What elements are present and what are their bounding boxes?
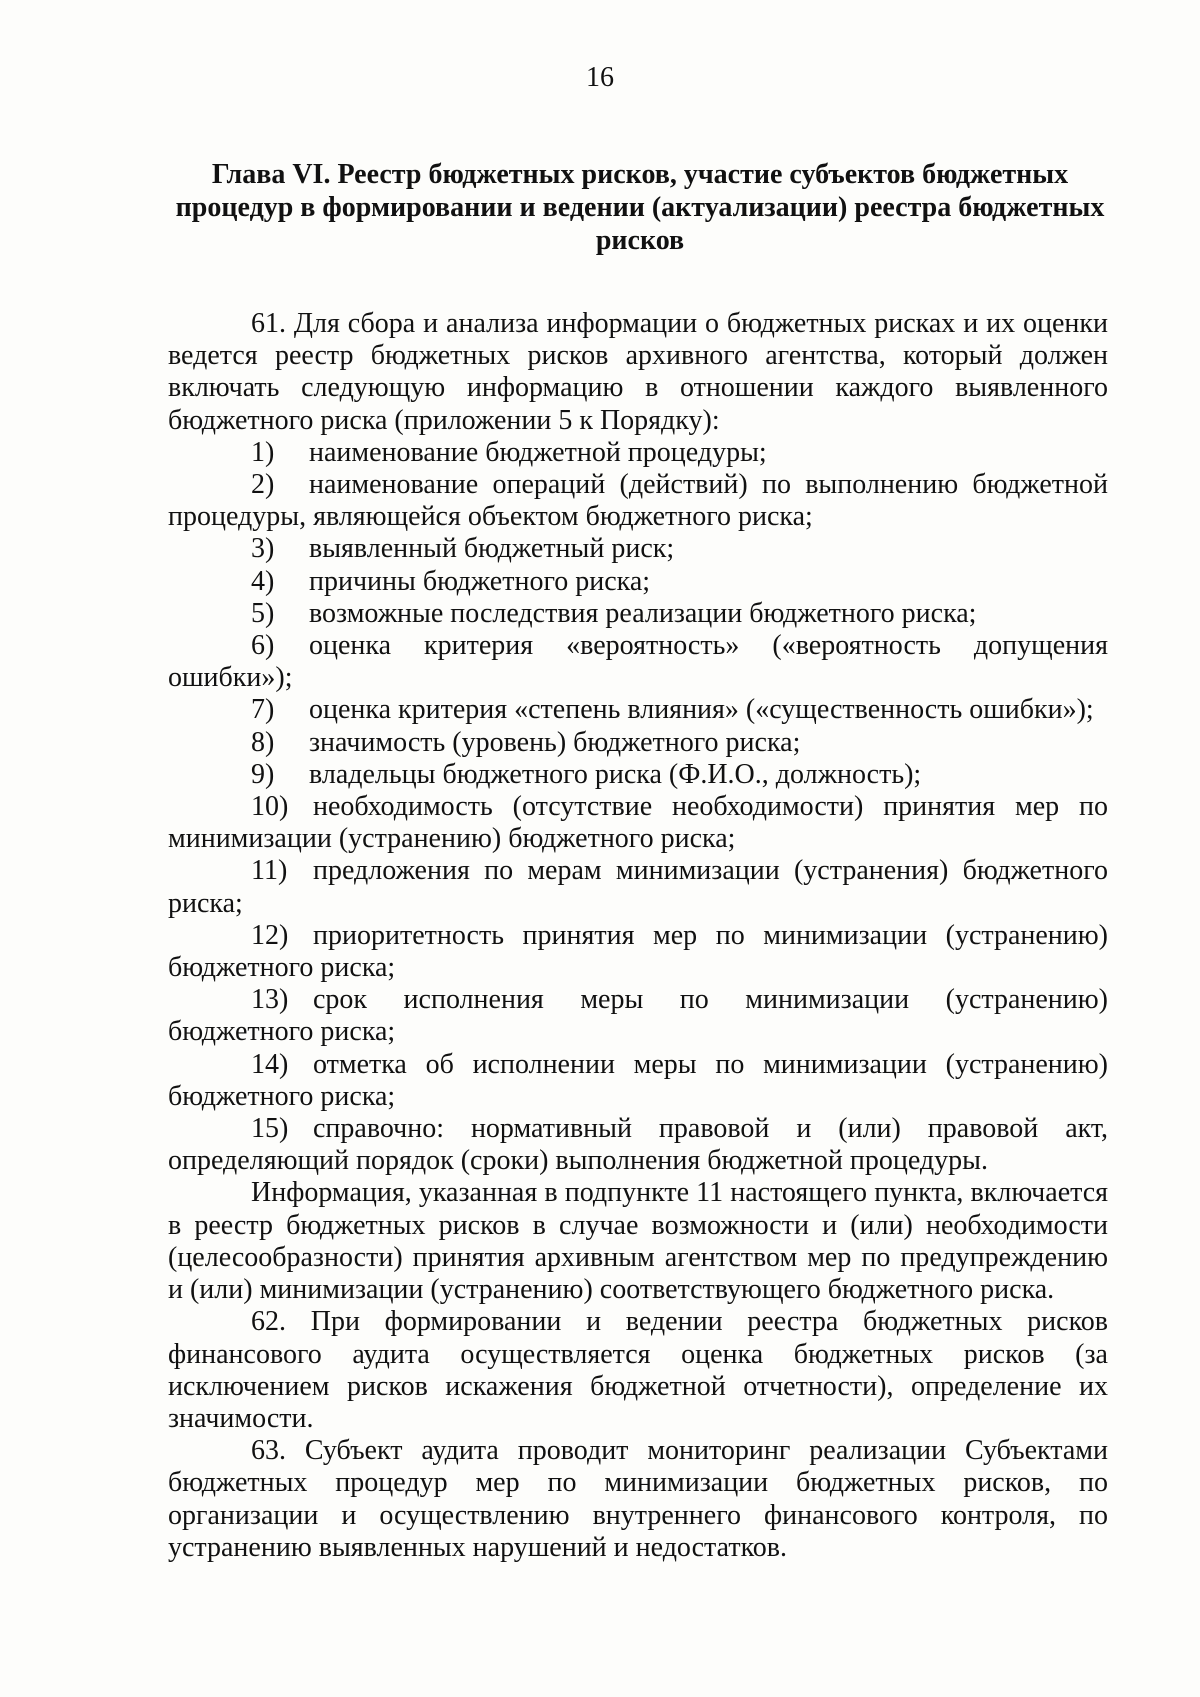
list-item-text: возможные последствия реализации бюджетного риска; [309,597,977,629]
list-item-text: необходимость (отсутствие необходимости) принятия мер по минимизации (устранению) бюджетного риска; [168,791,1108,855]
list-item [168,469,1108,533]
list-item-number: 6) [251,630,275,662]
paragraph-61-intro: 61. Для сбора и анализа информации о бюджетных рисках и их оценки ведется реестр бюджетных рисков архивного агентства, который должен включать следующую информацию в отношении каждого выявленного бюджетного риска (приложении 5 к Порядку): [168,308,1108,436]
list-item-text: причины бюджетного риска; [309,565,651,597]
list-item-text: срок исполнения меры по минимизации (устранению) бюджетного риска; [168,984,1108,1048]
list-item-text: отметка об исполнении меры по минимизации (устранению) бюджетного риска; [168,1048,1108,1112]
list-item-text: предложения по мерам минимизации (устранения) бюджетного риска; [168,855,1108,919]
list-item-number: 14) [251,1048,289,1080]
list-item [168,1049,1108,1113]
list-item-text: приоритетность принятия мер по минимизации (устранению) бюджетного риска; [168,919,1108,984]
list-item [168,533,1108,565]
list-item-number: 12) [251,919,289,951]
list-item [168,598,1108,630]
list-item-number: 15) [251,1113,289,1145]
chapter-title: Глава VI. Реестр бюджетных рисков, участие субъектов бюджетных процедур в формировании и ведении (актуализации) реестра бюджетных рисков [175,159,1105,256]
list-item-number: 4) [251,565,275,597]
document-body [168,308,1108,1564]
list-item-number: 1) [251,436,275,468]
list-item-number: 2) [251,469,275,501]
list-item-text: значимость (уровень) бюджетного риска; [309,726,801,758]
list-item-text: наименование операций (действий) по выполнению бюджетной процедуры, являющейся объектом бюджетного риска; [168,469,1108,533]
list-item-text: выявленный бюджетный риск; [309,533,675,565]
page-number: 16 [586,62,614,93]
list-item [168,566,1108,598]
paragraph-63: 63. Субъект аудита проводит мониторинг реализации Субъектами бюджетных процедур мер по минимизации бюджетных рисков, по организации и осуществлению внутреннего финансового контроля, по устранению выявленных нарушений и недостатков. [168,1435,1108,1563]
list-item-number: 5) [251,597,275,629]
list-item-number: 9) [251,758,275,790]
list-item [168,920,1108,984]
list-item-text: оценка критерия «вероятность» («вероятность допущения ошибки»); [168,630,1108,694]
list-item-number: 11) [251,855,288,887]
list-item-number: 13) [251,984,289,1016]
list-item [168,630,1108,694]
paragraph-61-note: Информация, указанная в подпункте 11 настоящего пункта, включается в реестр бюджетных рисков в случае возможности и (или) необходимости (целесообразности) принятия архивным агентством мер по предупреждению и (или) минимизации (устранению) соответствующего бюджетного риска. [168,1177,1108,1306]
list-item [168,1113,1108,1177]
list-item [168,694,1108,726]
list-item [168,759,1108,791]
list-item-text: владельцы бюджетного риска (Ф.И.О., должность); [309,758,922,790]
list-item [168,727,1108,759]
list-item [168,791,1108,855]
paragraph-62: 62. При формировании и ведении реестра бюджетных рисков финансового аудита осуществляется оценка бюджетных рисков (за исключением рисков искажения бюджетной отчетности), определение их значимости. [168,1306,1108,1434]
list-item [168,437,1108,469]
list-item-number: 10) [251,791,289,823]
list-item-number: 8) [251,726,275,758]
list-item-text: справочно: нормативный правовой и (или) правовой акт, определяющий порядок (сроки) выполнения бюджетной процедуры. [168,1113,1108,1177]
list-item [168,984,1108,1048]
list-item-text: наименование бюджетной процедуры; [309,436,767,468]
list-item-number: 7) [251,694,275,726]
list-item [168,855,1108,919]
list-item-number: 3) [251,533,275,565]
list-item-text: оценка критерия «степень влияния» («существенность ошибки»); [309,694,1094,726]
